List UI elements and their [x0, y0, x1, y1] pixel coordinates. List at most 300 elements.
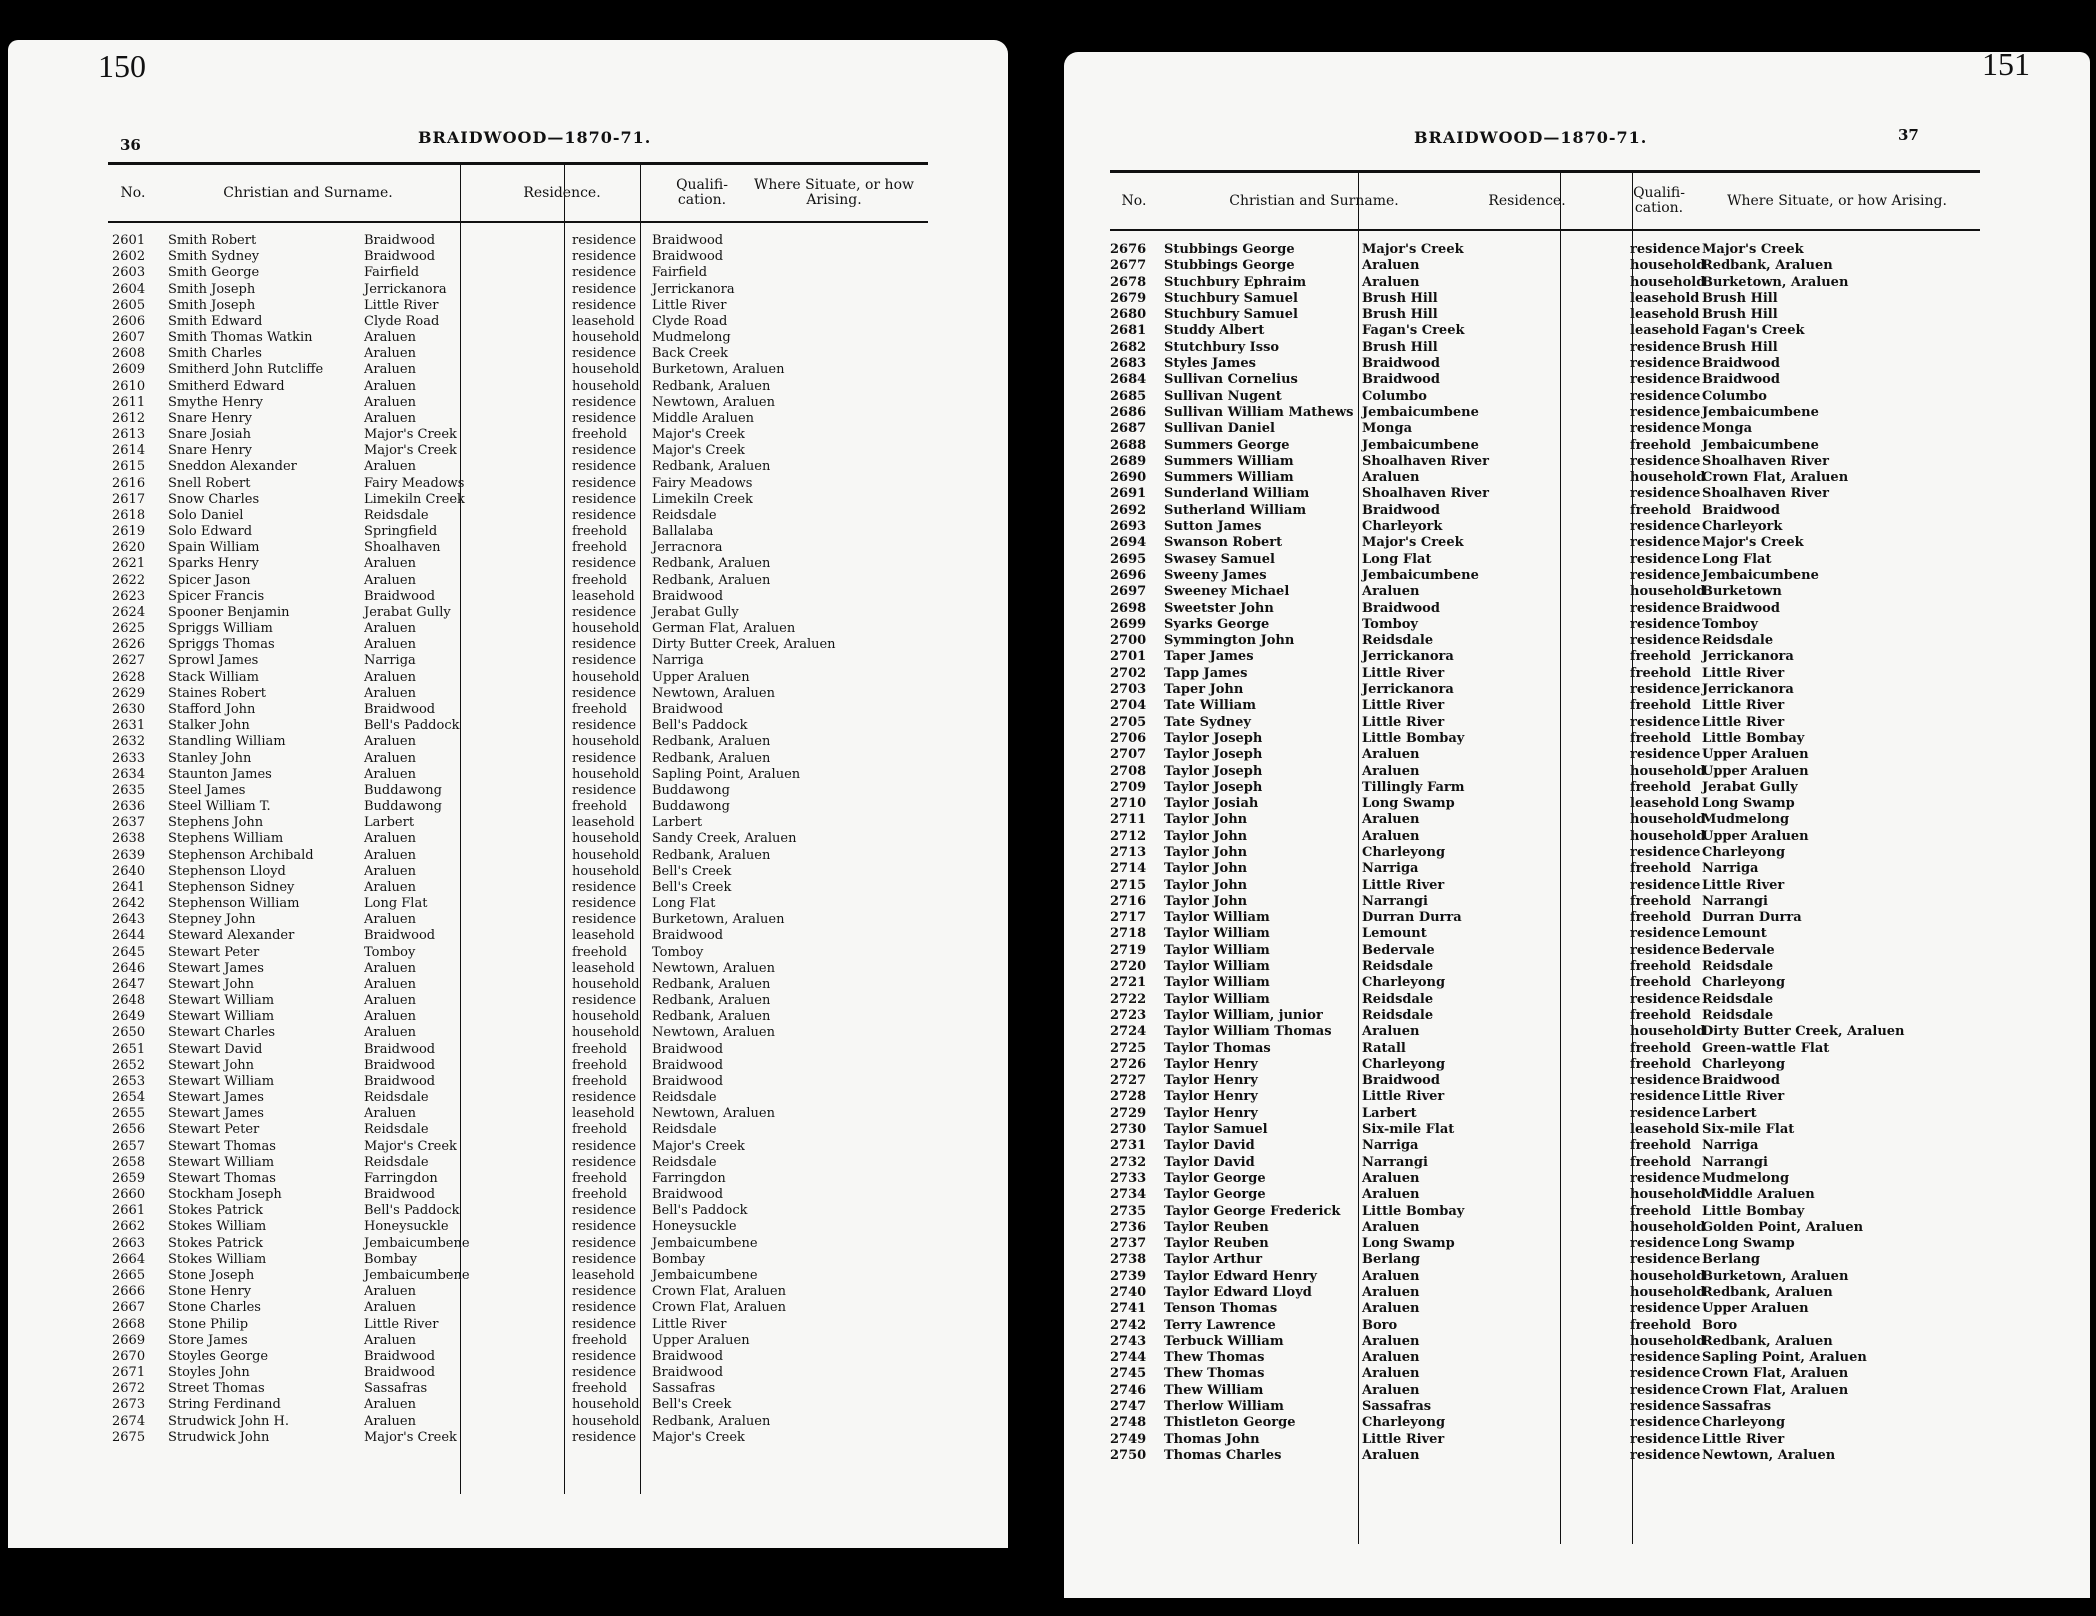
- entry-residence: Araluen: [364, 362, 416, 378]
- right-entry-list: [1110, 242, 1990, 1464]
- entry-residence: Araluen: [364, 847, 416, 863]
- table-row: [112, 653, 932, 669]
- entry-number: 2620: [112, 540, 146, 556]
- entry-qualification: residence: [1630, 421, 1701, 437]
- entry-name: Stack William: [168, 669, 260, 685]
- entry-qualification: residence: [572, 281, 637, 297]
- entry-qualification: household: [1630, 1268, 1706, 1284]
- entry-where: Jerabat Gully: [1702, 779, 1798, 795]
- entry-residence: Little Bombay: [1362, 1203, 1465, 1219]
- entry-name: Stanley John: [168, 750, 252, 766]
- entry-residence: Berlang: [1362, 1252, 1421, 1268]
- entry-number: 2741: [1110, 1301, 1147, 1317]
- table-row: [1110, 682, 1990, 698]
- entry-residence: Araluen: [1362, 828, 1420, 844]
- entry-residence: Araluen: [364, 1106, 416, 1122]
- entry-qualification: residence: [572, 1219, 637, 1235]
- entry-qualification: residence: [572, 410, 637, 426]
- entry-where: Burketown, Araluen: [1702, 1268, 1849, 1284]
- table-row: [1110, 1366, 1990, 1382]
- entry-residence: Araluen: [364, 1025, 416, 1041]
- entry-residence: Bedervale: [1362, 942, 1435, 958]
- entry-residence: Araluen: [1362, 584, 1420, 600]
- entry-qualification: household: [1630, 763, 1706, 779]
- right-page: [1064, 52, 2090, 1598]
- table-row: [1110, 275, 1990, 291]
- entry-where: Braidwood: [1702, 600, 1780, 616]
- entry-qualification: freehold: [1630, 502, 1692, 518]
- entry-name: Sweeny James: [1164, 567, 1267, 583]
- table-row: [112, 1203, 932, 1219]
- entry-where: Redbank, Araluen: [652, 572, 771, 588]
- entry-number: 2613: [112, 427, 146, 443]
- entry-number: 2644: [112, 928, 146, 944]
- table-row: [112, 395, 932, 411]
- entry-number: 2664: [112, 1251, 146, 1267]
- entry-qualification: freehold: [572, 944, 628, 960]
- entry-where: Jembaicumbene: [1702, 567, 1819, 583]
- entry-name: Taylor John: [1164, 861, 1248, 877]
- entry-qualification: household: [572, 378, 640, 394]
- entry-where: Long Swamp: [1702, 796, 1795, 812]
- entry-where: Redbank, Araluen: [652, 1413, 771, 1429]
- entry-qualification: residence: [1630, 1089, 1701, 1105]
- entry-qualification: household: [572, 669, 640, 685]
- table-row: [112, 977, 932, 993]
- entry-qualification: residence: [1630, 747, 1701, 763]
- entry-where: Major's Creek: [1702, 242, 1804, 257]
- entry-residence: Braidwood: [1362, 600, 1440, 616]
- entry-name: Terbuck William: [1164, 1333, 1284, 1349]
- entry-residence: Bell's Paddock: [364, 718, 460, 734]
- entry-residence: Braidwood: [364, 1348, 436, 1364]
- entry-where: Narrangi: [1702, 1154, 1768, 1170]
- entry-residence: Araluen: [1362, 1268, 1420, 1284]
- entry-qualification: household: [572, 734, 640, 750]
- table-row: [1110, 1318, 1990, 1334]
- entry-residence: Major's Creek: [364, 427, 457, 443]
- entry-where: Dirty Butter Creek, Araluen: [652, 637, 836, 653]
- entry-name: Stewart William: [168, 1009, 275, 1025]
- entry-name: Stewart John: [168, 976, 255, 992]
- entry-number: 2694: [1110, 535, 1147, 551]
- entry-where: Little River: [1702, 665, 1785, 681]
- entry-qualification: residence: [572, 297, 637, 313]
- table-row: [112, 1042, 932, 1058]
- entry-name: Tate William: [1164, 698, 1256, 714]
- entry-qualification: freehold: [572, 701, 628, 717]
- entry-residence: Long Swamp: [1362, 1236, 1455, 1252]
- entry-residence: Larbert: [1362, 1105, 1417, 1121]
- entry-number: 2604: [112, 281, 146, 297]
- entry-residence: Araluen: [364, 621, 416, 637]
- table-row: [1110, 1269, 1990, 1285]
- table-row: [112, 1025, 932, 1041]
- entry-number: 2677: [1110, 258, 1147, 274]
- table-row: [1110, 731, 1990, 747]
- entry-where: Bedervale: [1702, 942, 1775, 958]
- table-row: [112, 427, 932, 443]
- entry-residence: Araluen: [364, 1009, 416, 1025]
- entry-where: Bell's Creek: [652, 1397, 732, 1413]
- entry-name: Taylor William, junior: [1164, 1007, 1323, 1023]
- entry-name: Smith George: [168, 265, 260, 281]
- entry-name: Stockham Joseph: [168, 1187, 282, 1203]
- table-row: [1110, 1057, 1990, 1073]
- entry-name: Stokes William: [168, 1251, 267, 1267]
- table-row: [1110, 470, 1990, 486]
- table-row: [112, 411, 932, 427]
- table-row: [112, 282, 932, 298]
- entry-where: Charleyork: [1702, 519, 1783, 535]
- entry-number: 2666: [112, 1284, 146, 1300]
- table-row: [112, 864, 932, 880]
- entry-number: 2691: [1110, 486, 1147, 502]
- table-row: [112, 346, 932, 362]
- entry-where: Redbank, Araluen: [652, 1009, 771, 1025]
- entry-name: Taylor Edward Lloyd: [1164, 1285, 1312, 1300]
- entry-name: Thew Thomas: [1164, 1350, 1265, 1366]
- table-row: [112, 1430, 932, 1446]
- entry-qualification: freehold: [572, 1057, 628, 1073]
- entry-name: Sutton James: [1164, 519, 1262, 535]
- entry-name: Taylor William: [1164, 942, 1270, 958]
- entry-number: 2725: [1110, 1040, 1147, 1056]
- entry-residence: Springfield: [364, 524, 438, 540]
- entry-qualification: freehold: [1630, 861, 1692, 877]
- table-row: [1110, 372, 1990, 388]
- entry-name: Smith Edward: [168, 313, 263, 329]
- entry-number: 2736: [1110, 1219, 1147, 1235]
- entry-number: 2699: [1110, 616, 1147, 632]
- entry-where: Redbank, Araluen: [652, 378, 771, 394]
- table-row: [112, 459, 932, 475]
- entry-name: Tate Sydney: [1164, 714, 1251, 730]
- entry-qualification: residence: [1630, 1366, 1701, 1382]
- entry-residence: Long Flat: [364, 896, 428, 912]
- entry-residence: Araluen: [364, 766, 416, 782]
- entry-qualification: freehold: [572, 1073, 628, 1089]
- entry-number: 2626: [112, 637, 146, 653]
- entry-where: Newtown, Araluen: [652, 1106, 775, 1122]
- entry-qualification: leasehold: [572, 960, 635, 976]
- entry-residence: Araluen: [364, 330, 416, 346]
- entry-where: Shoalhaven River: [1702, 486, 1829, 502]
- entry-name: Steel William T.: [168, 799, 271, 815]
- entry-where: Burketown: [1702, 584, 1782, 600]
- entry-qualification: household: [572, 863, 640, 879]
- entry-qualification: leasehold: [572, 928, 635, 944]
- entry-name: Taylor William: [1164, 910, 1270, 926]
- table-row: [1110, 242, 1990, 258]
- entry-residence: Long Flat: [1362, 551, 1432, 567]
- entry-number: 2605: [112, 297, 146, 313]
- entry-number: 2681: [1110, 323, 1147, 339]
- entry-where: Monga: [1702, 421, 1753, 437]
- table-row: [112, 524, 932, 540]
- entry-where: Brush Hill: [1702, 290, 1778, 306]
- entry-name: Stewart Charles: [168, 1025, 276, 1041]
- entry-residence: Araluen: [364, 1300, 416, 1316]
- entry-name: Stewart Thomas: [168, 1170, 276, 1186]
- entry-qualification: residence: [572, 233, 637, 248]
- table-row: [112, 1414, 932, 1430]
- entry-qualification: freehold: [1630, 910, 1692, 926]
- entry-qualification: freehold: [1630, 959, 1692, 975]
- entry-number: 2637: [112, 815, 146, 831]
- entry-number: 2616: [112, 475, 146, 491]
- entry-name: Stafford John: [168, 701, 256, 717]
- table-row: [112, 896, 932, 912]
- entry-where: Little River: [1702, 714, 1785, 730]
- table-row: [112, 1009, 932, 1025]
- entry-number: 2698: [1110, 600, 1147, 616]
- entry-qualification: residence: [572, 1316, 637, 1332]
- entry-qualification: residence: [1630, 535, 1701, 551]
- table-row: [1110, 1138, 1990, 1154]
- entry-residence: Araluen: [364, 1332, 416, 1348]
- table-row: [1110, 389, 1990, 405]
- entry-where: Tomboy: [1702, 616, 1758, 632]
- entry-name: Taylor John: [1164, 877, 1248, 893]
- table-row: [112, 1349, 932, 1365]
- entry-residence: Araluen: [364, 556, 416, 572]
- entry-qualification: residence: [1630, 519, 1701, 535]
- entry-number: 2673: [112, 1397, 146, 1413]
- entry-name: Taylor Joseph: [1164, 747, 1263, 763]
- entry-qualification: freehold: [572, 1170, 628, 1186]
- entry-residence: Araluen: [1362, 1447, 1420, 1463]
- table-row: [112, 298, 932, 314]
- left-folio-number: 150: [98, 48, 146, 84]
- entry-name: Sweetster John: [1164, 600, 1274, 616]
- entry-number: 2650: [112, 1025, 146, 1041]
- entry-qualification: leasehold: [572, 1106, 635, 1122]
- entry-number: 2645: [112, 944, 146, 960]
- entry-number: 2659: [112, 1170, 146, 1186]
- entry-where: Redbank, Araluen: [1702, 258, 1833, 274]
- entry-qualification: residence: [1630, 388, 1701, 404]
- entry-number: 2704: [1110, 698, 1147, 714]
- entry-residence: Braidwood: [364, 233, 436, 248]
- entry-qualification: leasehold: [1630, 1122, 1700, 1138]
- table-row: [1110, 992, 1990, 1008]
- entry-qualification: residence: [1630, 372, 1701, 388]
- entry-qualification: freehold: [1630, 437, 1692, 453]
- entry-residence: Buddawong: [364, 799, 442, 815]
- entry-where: Braidwood: [652, 249, 724, 265]
- entry-number: 2654: [112, 1090, 146, 1106]
- table-row: [112, 1171, 932, 1187]
- entry-name: Stokes Patrick: [168, 1203, 263, 1219]
- entry-name: Sunderland William: [1164, 486, 1310, 502]
- entry-qualification: residence: [572, 912, 637, 928]
- entry-residence: Jembaicumbene: [1362, 437, 1479, 453]
- table-row: [1110, 1024, 1990, 1040]
- entry-qualification: residence: [1630, 991, 1701, 1007]
- entry-residence: Reidsdale: [364, 1122, 429, 1138]
- entry-where: Braidwood: [1702, 1073, 1780, 1089]
- entry-where: Fairfield: [652, 265, 708, 281]
- table-row: [1110, 323, 1990, 339]
- entry-name: Sullivan Daniel: [1164, 421, 1275, 437]
- table-row: [112, 1074, 932, 1090]
- entry-where: Charleyong: [1702, 1056, 1786, 1072]
- entry-where: Narriga: [1702, 1138, 1759, 1154]
- entry-where: Brush Hill: [1702, 307, 1778, 323]
- table-row: [1110, 568, 1990, 584]
- entry-residence: Araluen: [364, 993, 416, 1009]
- table-row: [1110, 894, 1990, 910]
- entry-name: Sullivan William Mathews: [1164, 404, 1354, 420]
- entry-residence: Little River: [1362, 665, 1445, 681]
- entry-number: 2718: [1110, 926, 1147, 942]
- entry-where: Braidwood: [652, 1057, 724, 1073]
- entry-qualification: household: [572, 362, 640, 378]
- entry-qualification: residence: [572, 993, 637, 1009]
- right-running-head: BRAIDWOOD—1870-71.: [1414, 128, 1648, 147]
- entry-qualification: residence: [572, 1235, 637, 1251]
- entry-residence: Araluen: [364, 1413, 416, 1429]
- table-row: [1110, 1285, 1990, 1301]
- table-row: [112, 783, 932, 799]
- entry-where: Jerrickanora: [652, 281, 735, 297]
- entry-name: Thew William: [1164, 1382, 1264, 1398]
- entry-number: 2671: [112, 1365, 146, 1381]
- entry-qualification: residence: [572, 507, 637, 523]
- entry-name: Taylor John: [1164, 828, 1248, 844]
- table-row: [112, 702, 932, 718]
- entry-number: 2712: [1110, 828, 1147, 844]
- entry-number: 2684: [1110, 372, 1147, 388]
- table-row: [1110, 747, 1990, 763]
- entry-qualification: residence: [1630, 486, 1701, 502]
- entry-residence: Charleyong: [1362, 1415, 1446, 1431]
- table-row: [1110, 1350, 1990, 1366]
- entry-residence: Braidwood: [1362, 372, 1440, 388]
- entry-name: Stephenson Sidney: [168, 879, 295, 895]
- table-row: [112, 815, 932, 831]
- entry-where: Ballalaba: [652, 524, 714, 540]
- entry-number: 2611: [112, 394, 146, 410]
- entry-where: Little River: [1702, 1431, 1785, 1447]
- entry-number: 2749: [1110, 1431, 1147, 1447]
- table-row: [112, 249, 932, 265]
- entry-residence: Narrangi: [1362, 1154, 1428, 1170]
- entry-where: Jembaicumbene: [1702, 437, 1819, 453]
- table-row: [1110, 910, 1990, 926]
- entry-residence: Araluen: [364, 669, 416, 685]
- entry-number: 2658: [112, 1154, 146, 1170]
- entry-residence: Araluen: [1362, 1219, 1420, 1235]
- entry-where: Mudmelong: [1702, 1170, 1790, 1186]
- entry-residence: Long Swamp: [1362, 796, 1455, 812]
- entry-where: Reidsdale: [1702, 1007, 1774, 1023]
- entry-residence: Bell's Paddock: [364, 1203, 460, 1219]
- col-no-header: No.: [120, 184, 146, 201]
- entry-qualification: freehold: [1630, 665, 1692, 681]
- table-row: [112, 379, 932, 395]
- entry-number: 2665: [112, 1268, 146, 1283]
- entry-qualification: residence: [572, 637, 637, 653]
- entry-number: 2662: [112, 1219, 146, 1235]
- entry-name: Thistleton George: [1164, 1415, 1296, 1431]
- entry-name: Stephens John: [168, 815, 264, 831]
- entry-qualification: residence: [572, 346, 637, 362]
- entry-number: 2606: [112, 313, 146, 329]
- entry-number: 2661: [112, 1203, 146, 1219]
- entry-qualification: household: [1630, 1333, 1706, 1349]
- entry-number: 2745: [1110, 1366, 1147, 1382]
- entry-name: Taylor William: [1164, 975, 1270, 991]
- entry-name: Stubbings George: [1164, 242, 1295, 257]
- entry-where: Redbank, Araluen: [652, 734, 771, 750]
- entry-qualification: leasehold: [572, 1268, 635, 1283]
- entry-residence: Reidsdale: [364, 1154, 429, 1170]
- entry-name: Snare Josiah: [168, 427, 252, 443]
- entry-where: Redbank, Araluen: [1702, 1285, 1833, 1300]
- table-row: [112, 767, 932, 783]
- entry-number: 2706: [1110, 730, 1147, 746]
- entry-residence: Reidsdale: [364, 507, 429, 523]
- entry-number: 2723: [1110, 1007, 1147, 1023]
- entry-qualification: household: [572, 1025, 640, 1041]
- entry-residence: Araluen: [1362, 258, 1420, 274]
- entry-where: Buddawong: [652, 799, 730, 815]
- entry-name: Taylor George: [1164, 1187, 1266, 1203]
- entry-residence: Clyde Road: [364, 313, 440, 329]
- entry-number: 2651: [112, 1041, 146, 1057]
- entry-where: Crown Flat, Araluen: [652, 1300, 786, 1316]
- entry-where: Crown Flat, Araluen: [1702, 1382, 1849, 1398]
- entry-qualification: residence: [572, 556, 637, 572]
- entry-number: 2713: [1110, 844, 1147, 860]
- entry-where: Middle Araluen: [652, 410, 755, 426]
- entry-where: Six-mile Flat: [1702, 1122, 1795, 1138]
- entry-qualification: freehold: [1630, 1040, 1692, 1056]
- entry-qualification: residence: [1630, 453, 1701, 469]
- entry-number: 2688: [1110, 437, 1147, 453]
- table-row: [112, 637, 932, 653]
- entry-qualification: residence: [1630, 1431, 1701, 1447]
- entry-name: Stewart James: [168, 1106, 264, 1122]
- entry-name: Stewart William: [168, 1073, 275, 1089]
- entry-residence: Araluen: [364, 378, 416, 394]
- entry-residence: Araluen: [364, 831, 416, 847]
- entry-where: Mudmelong: [652, 330, 731, 346]
- entry-residence: Araluen: [364, 1284, 416, 1300]
- entry-where: Newtown, Araluen: [652, 394, 775, 410]
- entry-where: Jerabat Gully: [652, 604, 739, 620]
- entry-residence: Major's Creek: [364, 1138, 457, 1154]
- table-row: [112, 1397, 932, 1413]
- entry-number: 2632: [112, 734, 146, 750]
- table-row: [112, 1187, 932, 1203]
- entry-number: 2730: [1110, 1122, 1147, 1138]
- entry-name: Taylor David: [1164, 1138, 1255, 1154]
- entry-number: 2734: [1110, 1187, 1147, 1203]
- entry-where: Braidwood: [1702, 372, 1780, 388]
- entry-name: Taylor Henry: [1164, 1073, 1258, 1089]
- table-row: [112, 1139, 932, 1155]
- table-row: [112, 1252, 932, 1268]
- entry-name: Spriggs Thomas: [168, 637, 275, 653]
- entry-where: Back Creek: [652, 346, 729, 362]
- entry-where: Jembaicumbene: [652, 1268, 758, 1283]
- entry-where: Fagan's Creek: [1702, 323, 1805, 339]
- entry-where: Jembaicumbene: [652, 1235, 758, 1251]
- entry-qualification: freehold: [1630, 1317, 1692, 1333]
